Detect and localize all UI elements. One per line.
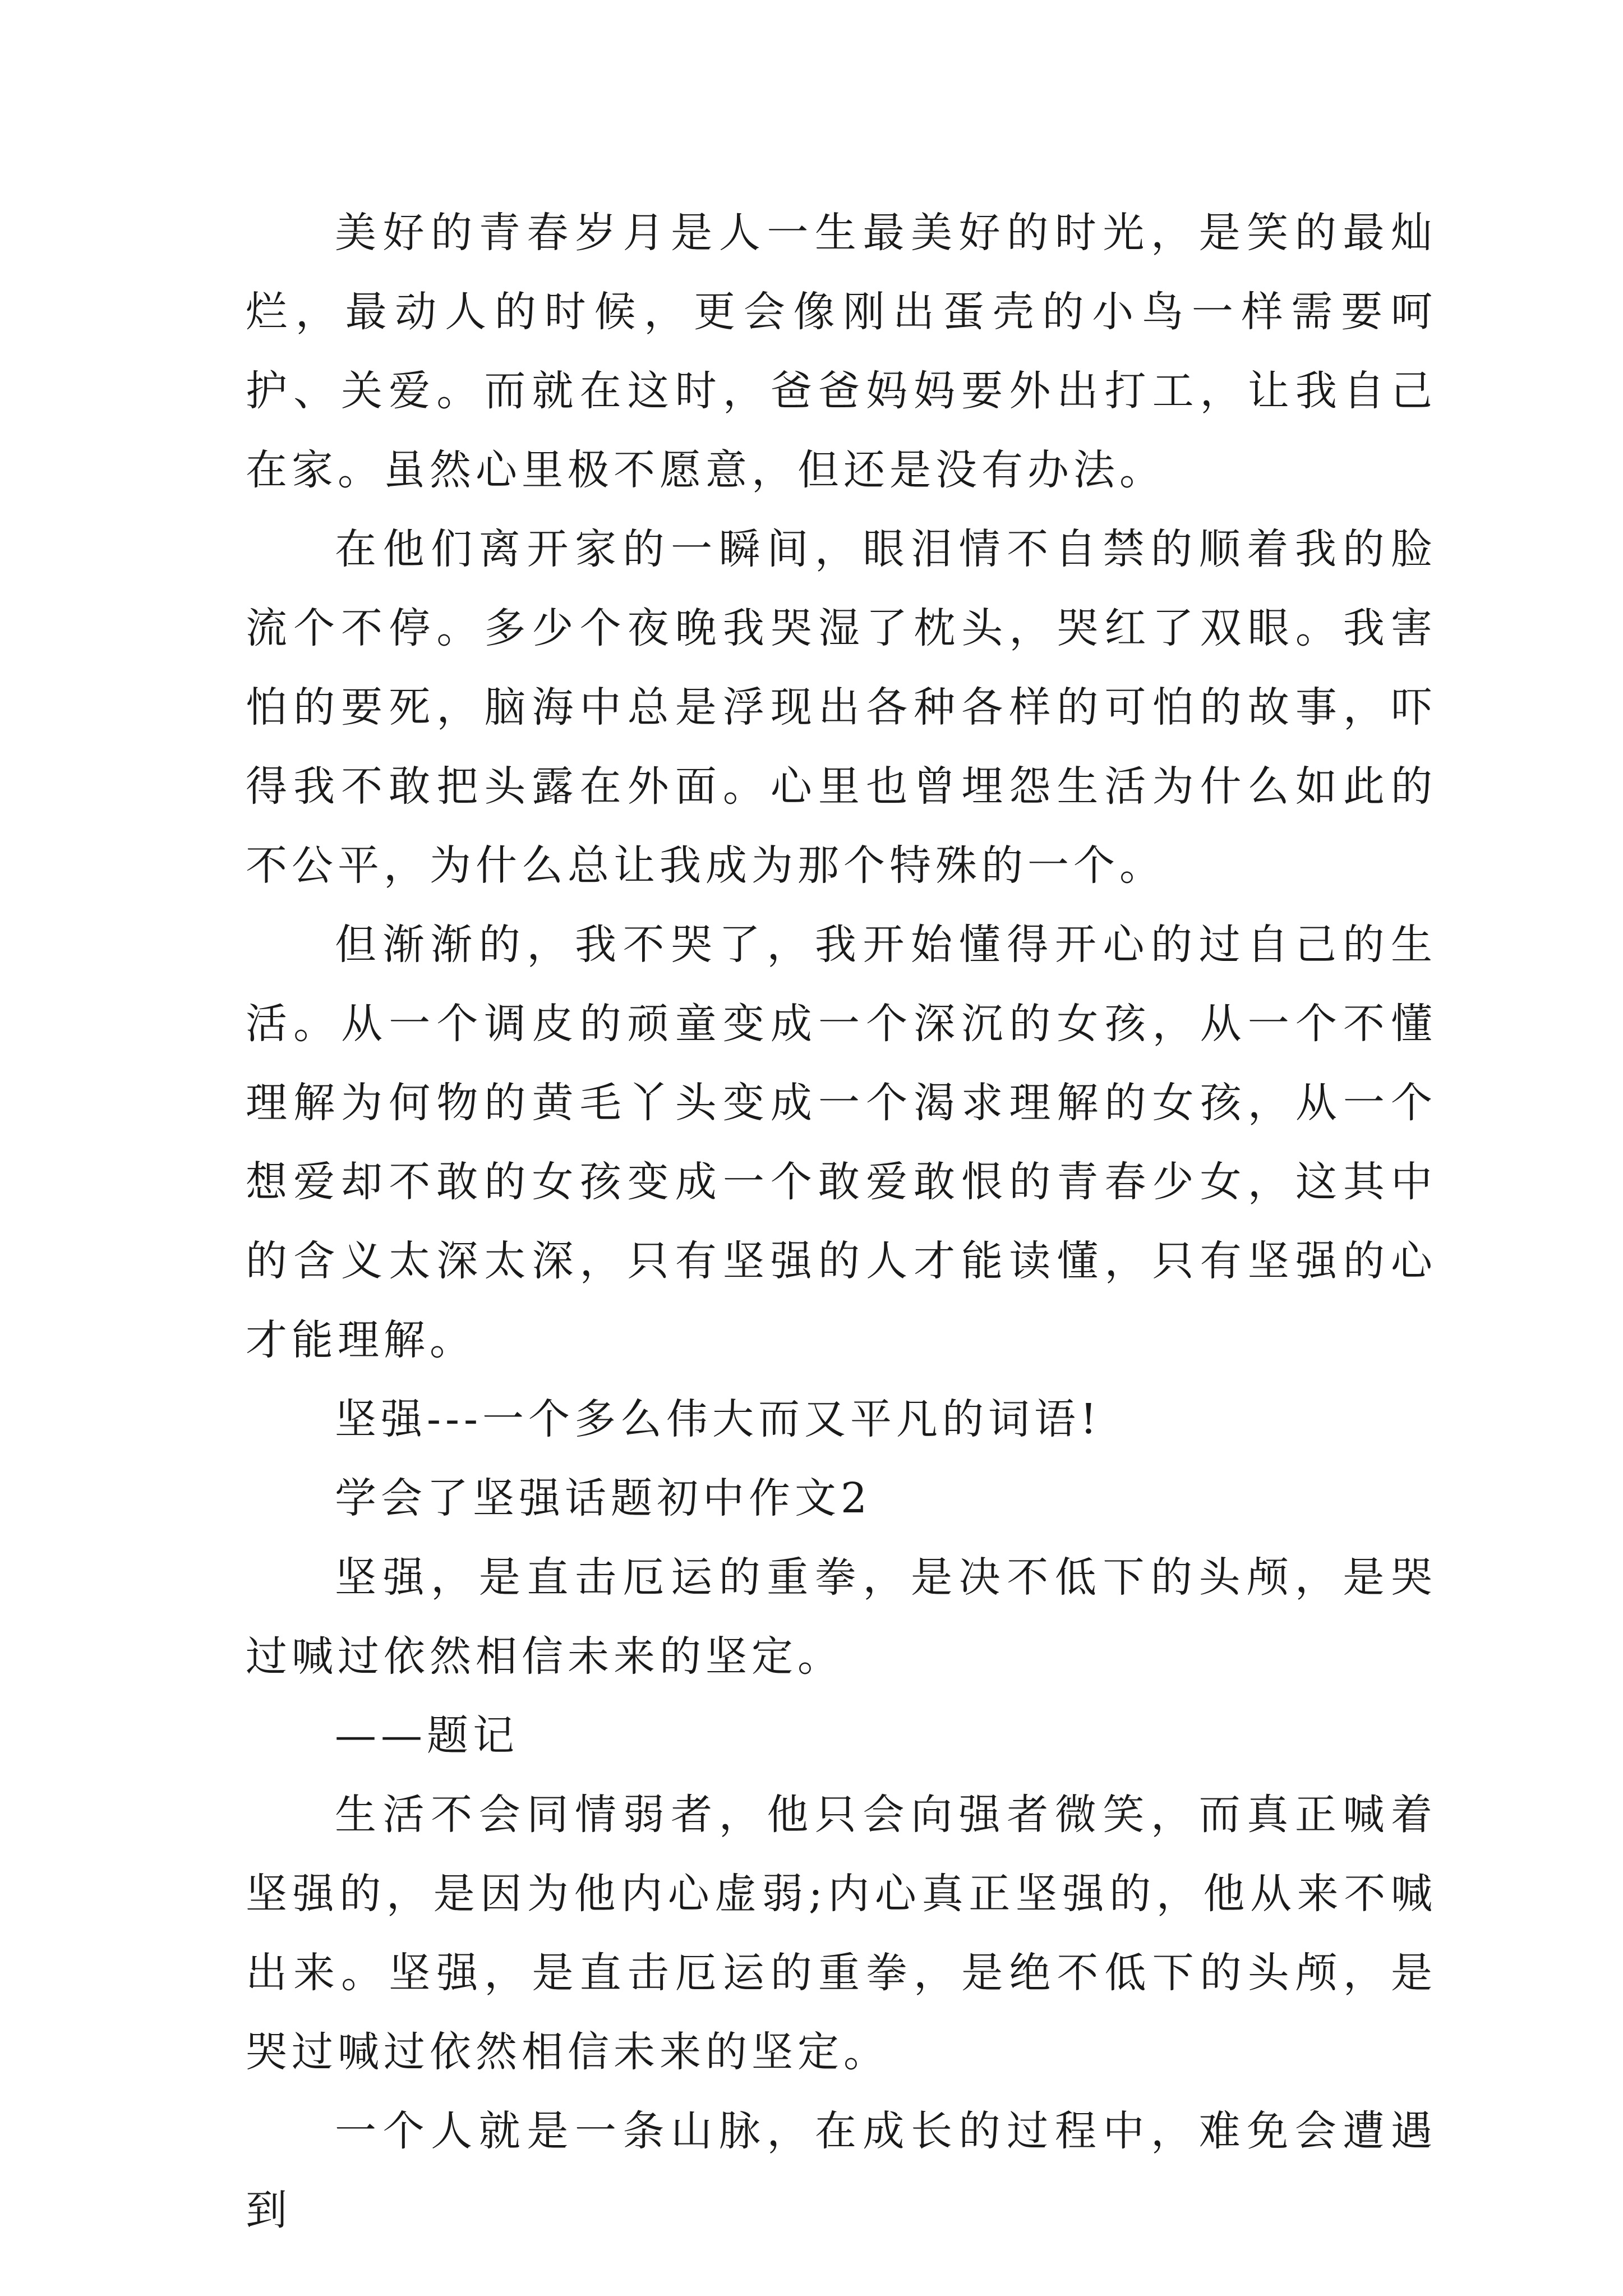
- paragraph-5: 生活不会同情弱者，他只会向强者微笑，而真正喊着坚强的，是因为他内心虚弱;内心真正坚强的，他从来不喊出来。坚强，是直击厄运的重拳，是绝不低下的头颅，是哭过喊过依然相信未来的坚定。: [246, 1791, 1437, 2076]
- paragraph-3: 但渐渐的，我不哭了，我开始懂得开心的过自己的生活。从一个调皮的顽童变成一个深沉的女孩，从一个不懂理解为何物的黄毛丫头变成一个渴求理解的女孩，从一个想爱却不敢的女孩变成一个敢爱敢恨的青春少女，这其中的含义太深太深，只有坚强的人才能读懂，只有坚强的心才能理解。: [246, 921, 1437, 1364]
- section-heading: 学会了坚强话题初中作文2: [335, 1474, 872, 1522]
- epigraph-attribution: ——题记: [335, 1711, 519, 1760]
- paragraph-2: 在他们离开家的一瞬间，眼泪情不自禁的顺着我的脸流个不停。多少个夜晚我哭湿了枕头，哭红了双眼。我害怕的要死，脑海中总是浮现出各种各样的可怕的故事，吓得我不敢把头露在外面。心里也曾埋怨生活为什么如此的不公平，为什么总让我成为那个特殊的一个。: [246, 525, 1437, 890]
- document-body: [246, 194, 1437, 2250]
- paragraph-1: 美好的青春岁月是人一生最美好的时光，是笑的最灿烂，最动人的时候，更会像刚出蛋壳的小鸟一样需要呵护、关爱。而就在这时，爸爸妈妈要外出打工，让我自己在家。虽然心里极不愿意，但还是没有办法。: [246, 209, 1437, 494]
- paragraph-6: 一个人就是一条山脉，在成长的过程中，难免会遭遇到: [246, 2107, 1437, 2234]
- paragraph-4: 坚强---一个多么伟大而又平凡的词语!: [335, 1395, 1101, 1443]
- epigraph: 坚强，是直击厄运的重拳，是决不低下的头颅，是哭过喊过依然相信未来的坚定。: [246, 1553, 1437, 1681]
